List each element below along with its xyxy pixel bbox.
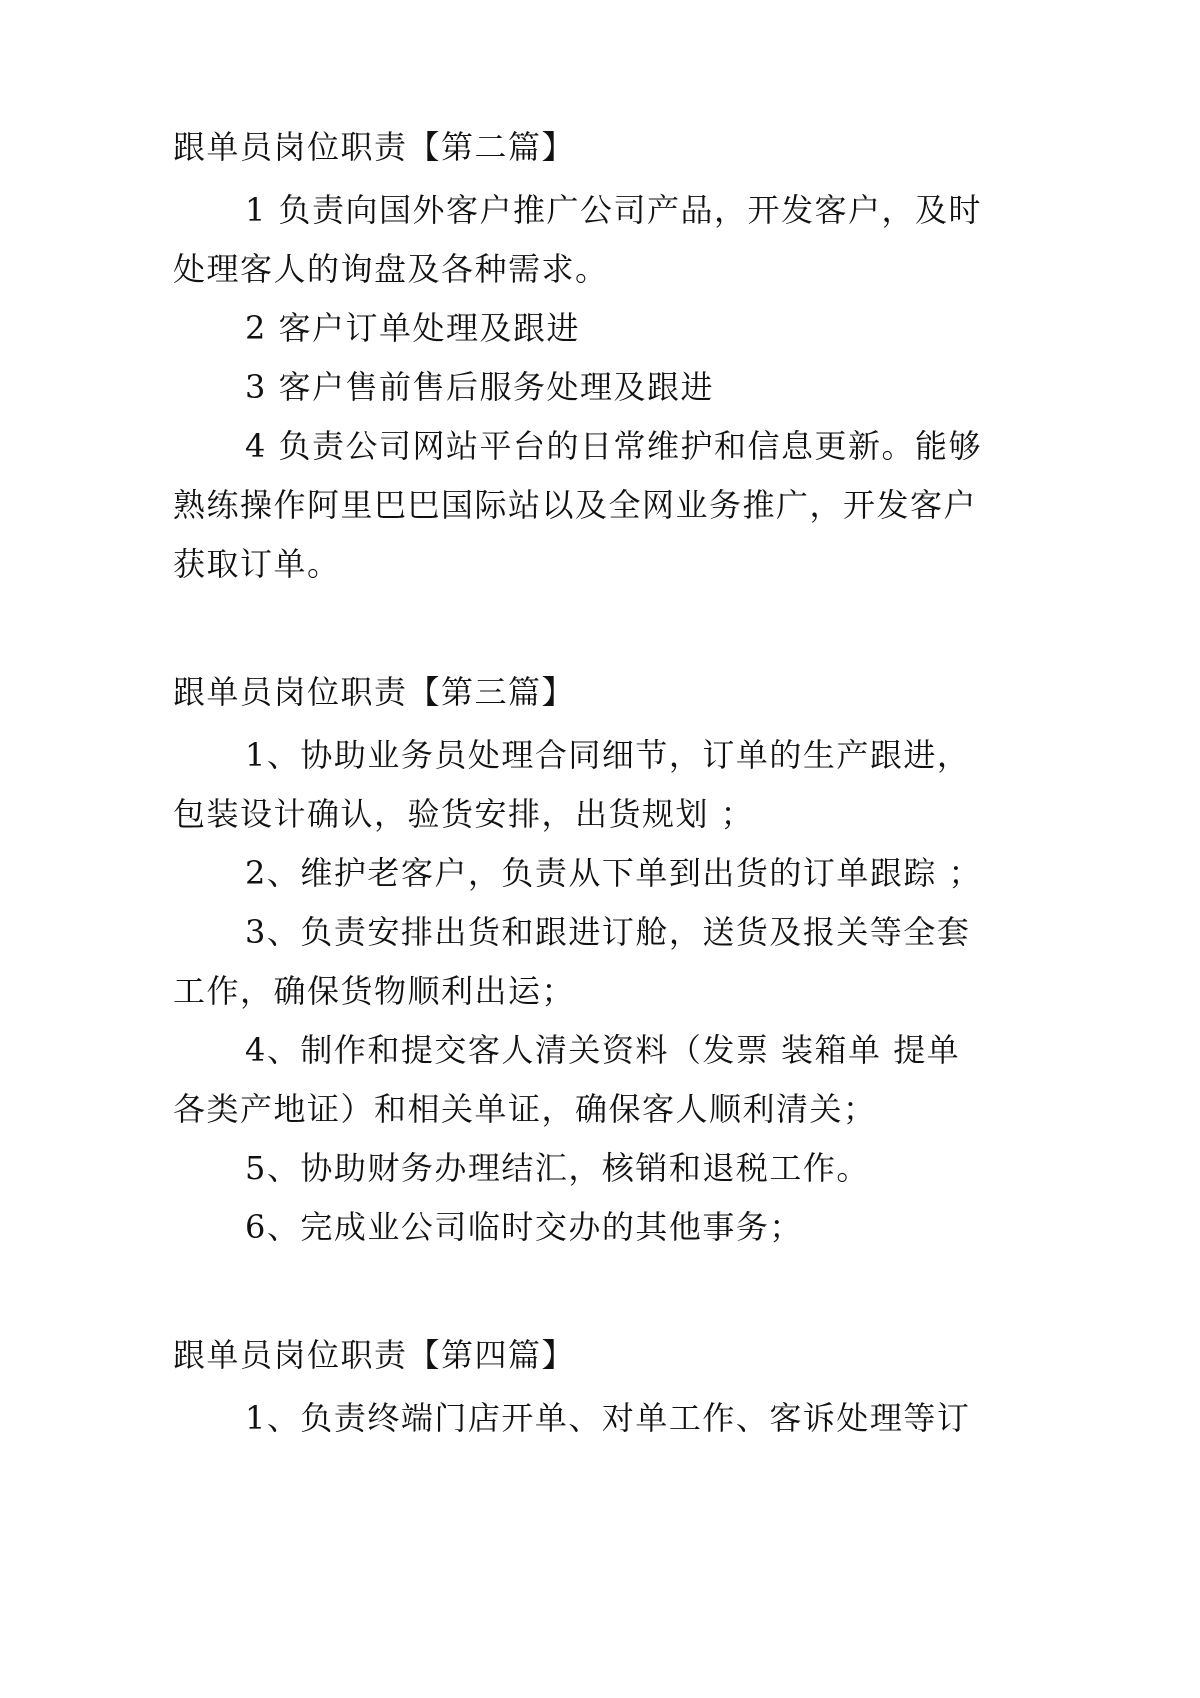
- paragraph-line: 3 客户售前售后服务处理及跟进: [245, 368, 715, 406]
- paragraph-line: 6、完成业公司临时交办的其他事务；: [245, 1208, 803, 1246]
- paragraph: [173, 844, 1033, 903]
- paragraph: [173, 417, 1033, 594]
- paragraph-line: 各类产地证）和相关单证，确保客人顺利清关；: [173, 1090, 877, 1128]
- paragraph: [173, 726, 1033, 844]
- section-heading: 跟单员岗位职责【第四篇】: [173, 1336, 576, 1374]
- section-third: [173, 663, 1033, 1257]
- paragraph: [173, 1198, 1033, 1257]
- document-page: [173, 118, 1033, 1448]
- section-fourth: [173, 1326, 1033, 1448]
- paragraph-line: 3、负责安排出货和跟进订舱，送货及报关等全套: [245, 913, 971, 951]
- paragraph: [173, 358, 1033, 417]
- paragraph: [173, 903, 1033, 1021]
- paragraph: [173, 1021, 1033, 1139]
- paragraph-line: 包装设计确认，验货安排，出货规划 ；: [173, 795, 755, 833]
- paragraph-line: 4、制作和提交客人清关资料（发票 装箱单 提单: [245, 1031, 961, 1069]
- paragraph-line: 熟练操作阿里巴巴国际站以及全网业务推广，开发客户: [173, 486, 978, 524]
- paragraph-line: 1、协助业务员处理合同细节，订单的生产跟进，: [245, 736, 971, 774]
- paragraph: [173, 181, 1033, 299]
- paragraph-line: 4 负责公司网站平台的日常维护和信息更新。能够: [245, 427, 983, 465]
- paragraph: [173, 299, 1033, 358]
- paragraph-line: 5、协助财务办理结汇，核销和退税工作。: [245, 1149, 870, 1187]
- paragraph: [173, 1389, 1033, 1448]
- section-second: [173, 118, 1033, 594]
- section-heading: 跟单员岗位职责【第二篇】: [173, 128, 576, 166]
- paragraph-line: 1、负责终端门店开单、对单工作、客诉处理等订: [245, 1399, 971, 1437]
- section-heading: 跟单员岗位职责【第三篇】: [173, 673, 576, 711]
- paragraph-line: 2 客户订单处理及跟进: [245, 309, 581, 347]
- paragraph-line: 获取订单。: [173, 545, 341, 583]
- paragraph-line: 1 负责向国外客户推广公司产品，开发客户，及时: [245, 191, 983, 229]
- paragraph-line: 处理客人的询盘及各种需求。: [173, 250, 609, 288]
- paragraph-line: 工作，确保货物顺利出运；: [173, 972, 576, 1010]
- paragraph: [173, 1139, 1033, 1198]
- paragraph-line: 2、维护老客户，负责从下单到出货的订单跟踪 ；: [245, 854, 983, 892]
